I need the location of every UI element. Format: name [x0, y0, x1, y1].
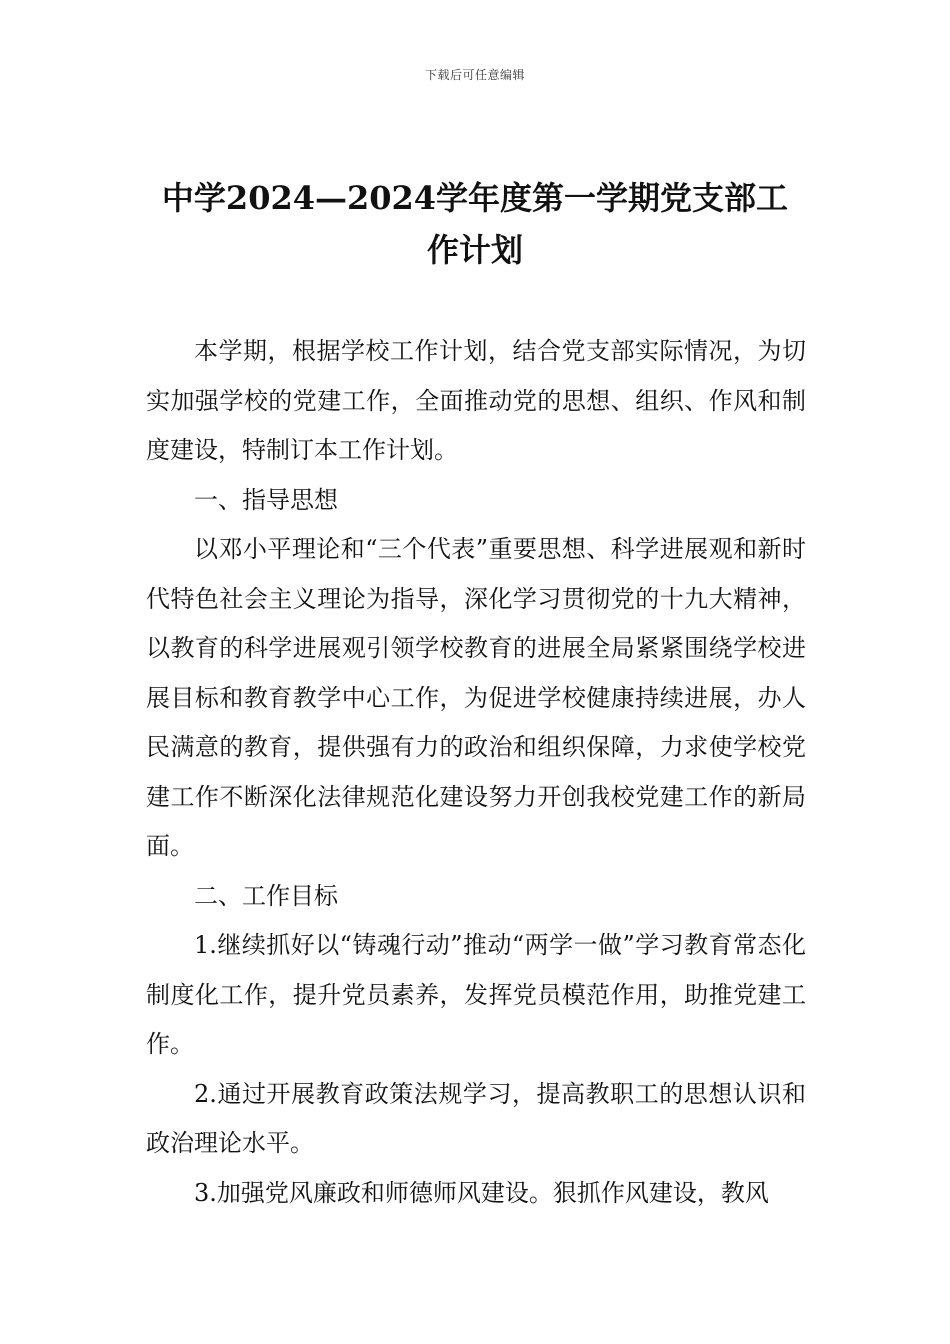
paragraph-goal-3: 3.加强党风廉政和师德师风建设。狠抓作风建设，教风 — [194, 1178, 769, 1207]
paragraph-guiding-thought: 以邓小平理论和“三个代表”重要思想、科学进展观和新时代特色社会主义理论为指导，深化学习贯彻党的十九大精神，以教育的科学进展观引领学校教育的进展全局紧紧围绕学校进展目标和教育教学中心工作，为促进学校健康持续进展，办人民满意的教育，提供强有力的政治和组织保障，力求使学校党建工作不断深化法律规范化建设努力开创我校党建工作的新局面。 — [146, 535, 806, 860]
paragraph-intro: 本学期，根据学校工作计划，结合党支部实际情况，为切实加强学校的党建工作，全面推动党的思想、组织、作风和制度建设，特制订本工作计划。 — [146, 337, 806, 464]
document-title: 中学2024—2024学年度第一学期党支部工作计划 — [161, 179, 789, 269]
paragraph-goal-2: 2.通过开展教育政策法规学习，提高教职工的思想认识和政治理论水平。 — [146, 1079, 806, 1157]
heading-work-goals: 二、工作目标 — [194, 881, 338, 910]
heading-guiding-thought: 一、指导思想 — [194, 485, 338, 514]
header-note: 下载后可任意编辑 — [424, 68, 525, 82]
document-body — [146, 327, 806, 1218]
paragraph-goal-1: 1.继续抓好以“铸魂行动”推动“两学一做”学习教育常态化制度化工作，提升党员素养，发挥党员模范作用，助推党建工作。 — [146, 931, 806, 1058]
